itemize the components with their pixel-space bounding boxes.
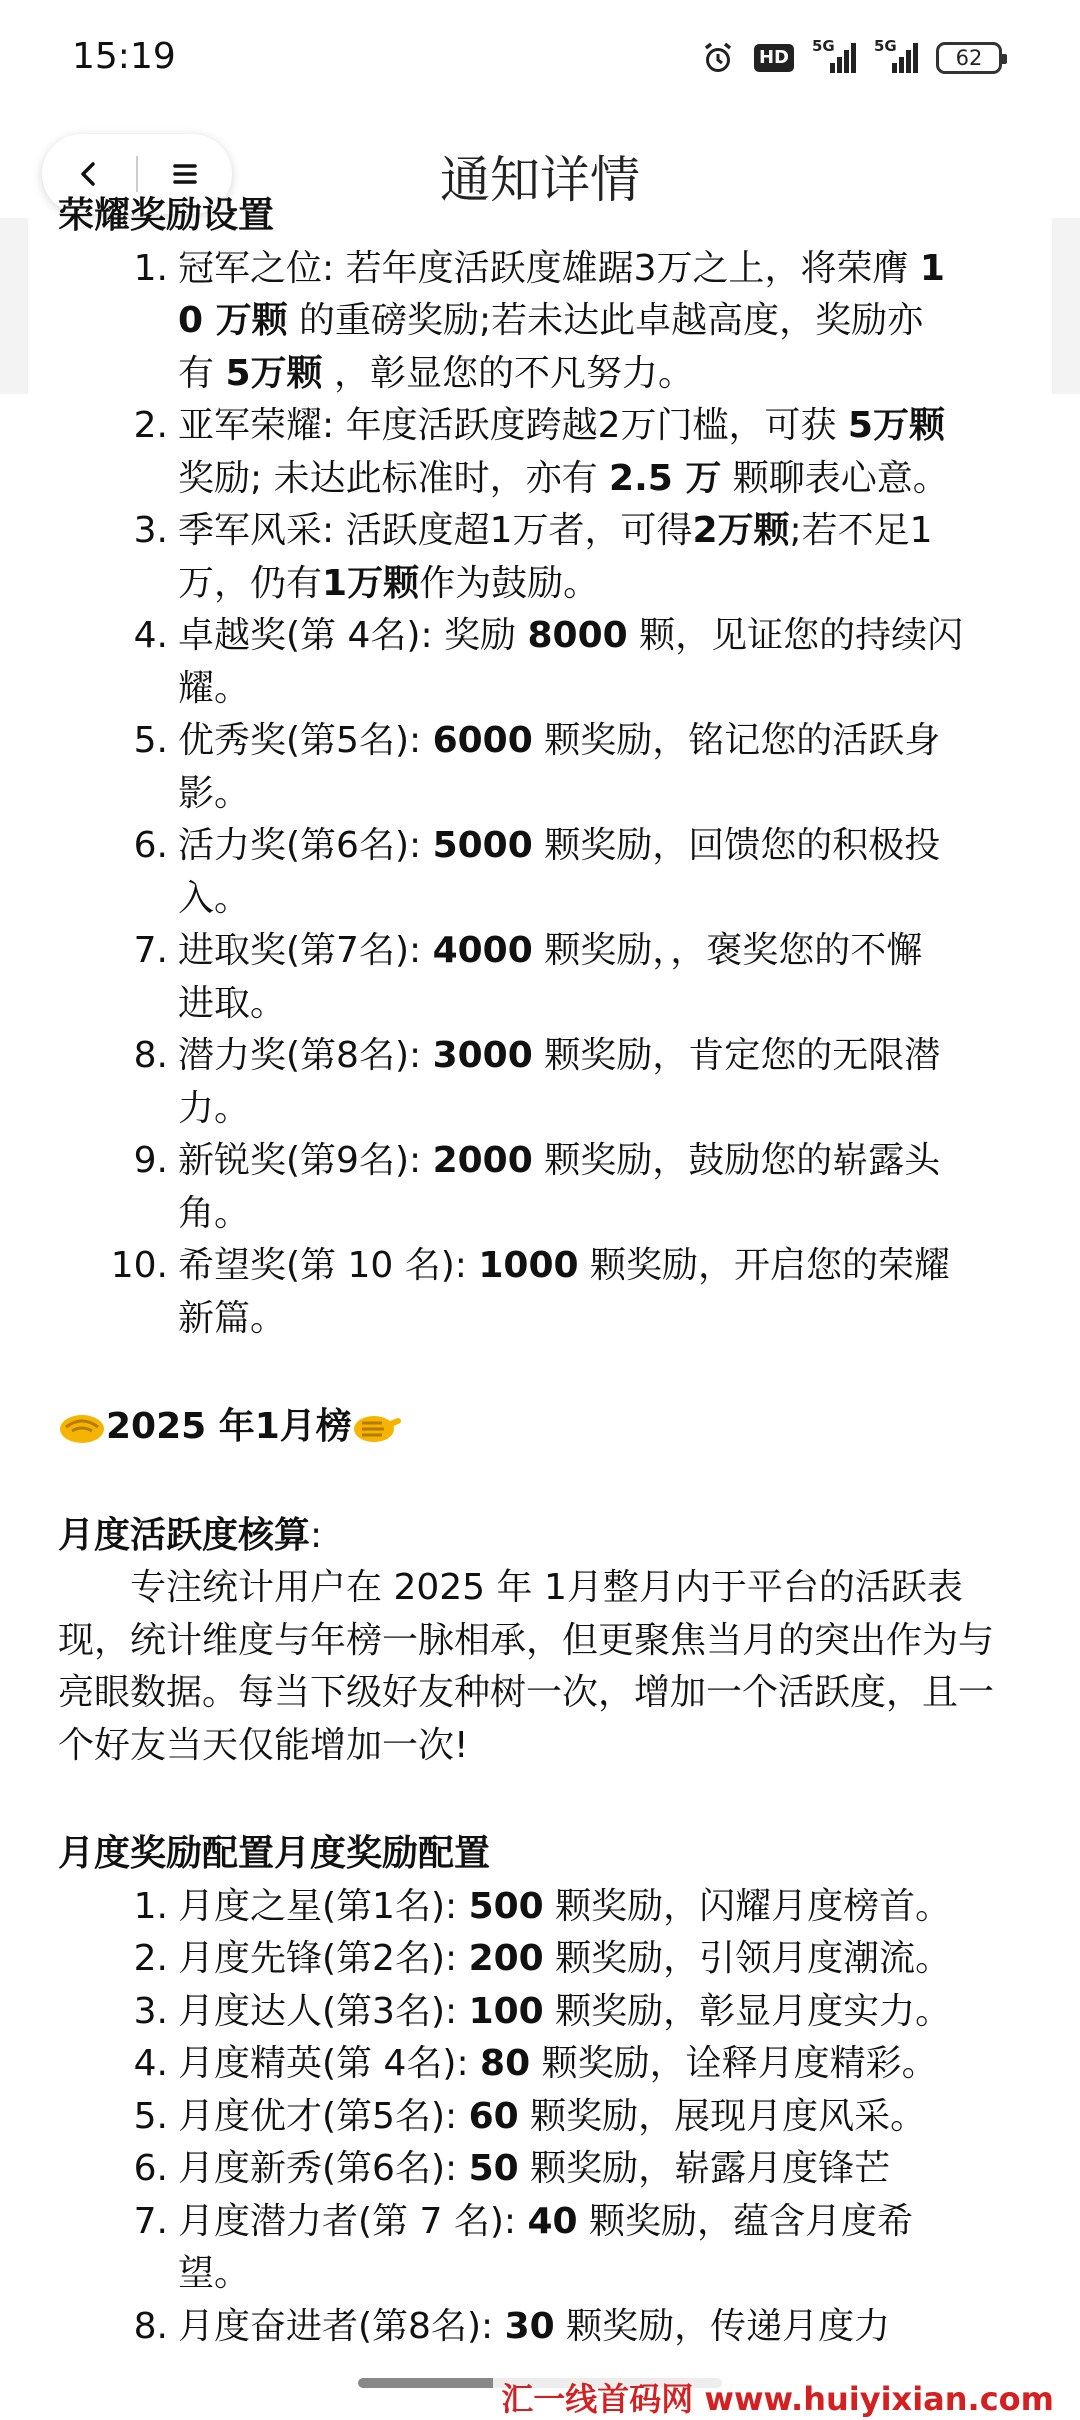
annual-award-item-line: 潜力奖(第8名): 3000 颗奖励，肯定您的无限潜 <box>178 1035 941 1076</box>
monthly-award-item-6 <box>58 2143 1028 2196</box>
annual-award-item-line: 亚军荣耀: 年度活跃度跨越2万门槛，可获 5万颗 <box>178 405 945 446</box>
monthly-award-item-8 <box>58 2301 1028 2354</box>
annual-award-item-line: 新篇。 <box>178 1297 287 1339</box>
monthly-award-item-number: 5. <box>133 2095 168 2137</box>
monthly-award-item-line: 望。 <box>178 2253 251 2294</box>
annual-award-item-2 <box>58 400 1028 505</box>
scroll-shade-left <box>0 218 28 394</box>
status-bar <box>0 0 1080 120</box>
annual-award-item-line: 活力奖(第6名): 5000 颗奖励，回馈您的积极投 <box>178 825 941 866</box>
annual-award-item-9 <box>58 1135 1028 1240</box>
alarm-icon <box>700 40 736 76</box>
status-icons <box>700 37 1002 76</box>
signal-icon-2 <box>874 37 918 75</box>
hd-icon <box>754 44 794 72</box>
annual-award-item-line: 优秀奖(第5名): 6000 颗奖励，铭记您的活跃身 <box>178 720 941 761</box>
battery-icon <box>936 42 1002 74</box>
monthly-award-item-5 <box>58 2091 1028 2144</box>
hd-label: HD <box>758 47 789 68</box>
monthly-awards-list <box>58 1881 1028 2354</box>
battery-level: 62 <box>955 46 983 70</box>
monthly-award-item-number: 8. <box>133 2305 168 2347</box>
monthly-award-item-number: 6. <box>133 2148 168 2189</box>
fist-bump-icon <box>352 1407 400 1447</box>
monthly-award-item-2 <box>58 1933 1028 1986</box>
monthly-award-item-number: 4. <box>133 2043 168 2084</box>
annual-award-item-number: 6. <box>133 825 168 866</box>
annual-award-item-line: 0 万颗 的重磅奖励;若未达此卓越高度，奖励亦 <box>178 300 924 341</box>
annual-award-item-number: 7. <box>133 930 168 971</box>
monthly-award-item-line: 月度之星(第1名): 500 颗奖励，闪耀月度榜首。 <box>178 1885 952 1927</box>
monthly-award-item-number: 7. <box>133 2200 168 2242</box>
annual-award-item-line: 有 5万颗 ，彰显您的不凡努力。 <box>178 352 694 394</box>
monthly-award-item-7 <box>58 2196 1028 2301</box>
annual-award-item-number: 5. <box>133 720 168 761</box>
monthly-award-item-line: 月度达人(第3名): 100 颗奖励，彰显月度实力。 <box>178 1990 952 2032</box>
annual-awards-list <box>58 243 1028 1346</box>
monthly-calc-colon: : <box>310 1514 323 1556</box>
annual-award-item-line: 进取奖(第7名): 4000 颗奖励，，褒奖您的不懈 <box>178 930 923 971</box>
month-title <box>58 1401 1028 1454</box>
menu-icon <box>170 159 200 189</box>
signal-label-1: 5G <box>812 37 835 55</box>
monthly-award-item-1 <box>58 1881 1028 1934</box>
annual-award-item-number: 3. <box>133 510 168 551</box>
monthly-award-item-line: 月度奋进者(第8名): 30 颗奖励，传递月度力 <box>178 2305 891 2347</box>
monthly-calc-heading: 月度活跃度核算 <box>58 1514 311 1556</box>
month-title-text: 2025 年1月榜 <box>106 1406 352 1447</box>
annual-award-item-number: 2. <box>133 405 168 446</box>
annual-award-item-5 <box>58 715 1028 820</box>
annual-award-item-line: 角。 <box>178 1192 251 1234</box>
annual-award-item-line: 卓越奖(第 4名): 奖励 8000 颗，见证您的持续闪 <box>178 615 964 656</box>
annual-award-item-number: 4. <box>133 615 168 656</box>
annual-award-item-line: 希望奖(第 10 名): 1000 颗奖励，开启您的荣耀 <box>178 1245 951 1286</box>
annual-award-item-10 <box>58 1240 1028 1345</box>
monthly-award-item-line: 月度精英(第 4名): 80 颗奖励，诠释月度精彩。 <box>178 2043 938 2084</box>
annual-award-item-1 <box>58 243 1028 401</box>
monthly-award-item-number: 3. <box>133 1990 168 2032</box>
notice-content[interactable] <box>58 195 1028 2368</box>
annual-award-item-number: 1. <box>133 247 168 289</box>
annual-award-item-number: 9. <box>133 1140 168 1181</box>
watermark: 汇一线首码网 www.huiyixian.com <box>493 2374 1062 2420</box>
scroll-shade-right <box>1052 218 1080 394</box>
annual-award-item-line: 冠军之位: 若年度活跃度雄踞3万之上，将荣膺 1 <box>178 247 945 289</box>
page-title: 通知详情 <box>440 151 640 209</box>
annual-award-item-line: 耀。 <box>178 667 251 709</box>
monthly-award-item-line: 月度优才(第5名): 60 颗奖励，展现月度风采。 <box>178 2095 927 2137</box>
monthly-award-item-line: 月度潜力者(第 7 名): 40 颗奖励，蕴含月度希 <box>178 2200 914 2242</box>
monthly-calc-paragraph: 专注统计用户在 2025 年 1月整月内于平台的活跃表现，统计维度与年榜一脉相承，但更聚焦当月的突出作为与亮眼数据。每当下级好友种树一次，增加一个活跃度，且一个好友当天仅能增加一次! <box>58 1567 995 1766</box>
annual-award-item-3 <box>58 505 1028 610</box>
annual-award-item-line: 万，仍有1万颗作为鼓励。 <box>178 562 600 604</box>
annual-award-item-line: 力。 <box>178 1087 251 1129</box>
monthly-award-item-line: 月度新秀(第6名): 50 颗奖励，崭露月度锋芒 <box>178 2148 891 2189</box>
annual-award-item-line: 进取。 <box>178 982 287 1024</box>
signal-icon-1 <box>812 37 856 75</box>
monthly-award-item-number: 2. <box>133 1938 168 1979</box>
annual-award-item-7 <box>58 925 1028 1030</box>
monthly-award-item-number: 1. <box>133 1885 168 1927</box>
monthly-award-item-3 <box>58 1986 1028 2039</box>
annual-award-item-line: 奖励; 未达此标准时，亦有 2.5 万 颗聊表心意。 <box>178 457 949 499</box>
annual-award-item-number: 10. <box>110 1245 168 1286</box>
annual-award-item-line: 入。 <box>178 877 251 919</box>
monthly-calc-heading-line <box>58 1510 1028 1563</box>
annual-award-item-number: 8. <box>133 1035 168 1076</box>
annual-award-item-line: 季军风采: 活跃度超1万者，可得2万颗;若不足1 <box>178 510 933 551</box>
chevron-left-icon <box>74 159 104 189</box>
annual-award-item-line: 新锐奖(第9名): 2000 颗奖励，鼓励您的崭露头 <box>178 1140 941 1181</box>
status-time: 15:19 <box>72 36 176 77</box>
monthly-award-item-4 <box>58 2038 1028 2091</box>
annual-awards-heading: 荣耀奖励设置 <box>58 195 275 236</box>
annual-award-item-8 <box>58 1030 1028 1135</box>
handshake-icon <box>58 1407 106 1447</box>
annual-award-item-line: 影。 <box>178 772 251 814</box>
annual-award-item-4 <box>58 610 1028 715</box>
monthly-award-item-line: 月度先锋(第2名): 200 颗奖励，引领月度潮流。 <box>178 1938 952 1979</box>
monthly-awards-heading: 月度奖励配置月度奖励配置 <box>58 1833 491 1874</box>
signal-label-2: 5G <box>874 37 897 55</box>
annual-award-item-6 <box>58 820 1028 925</box>
